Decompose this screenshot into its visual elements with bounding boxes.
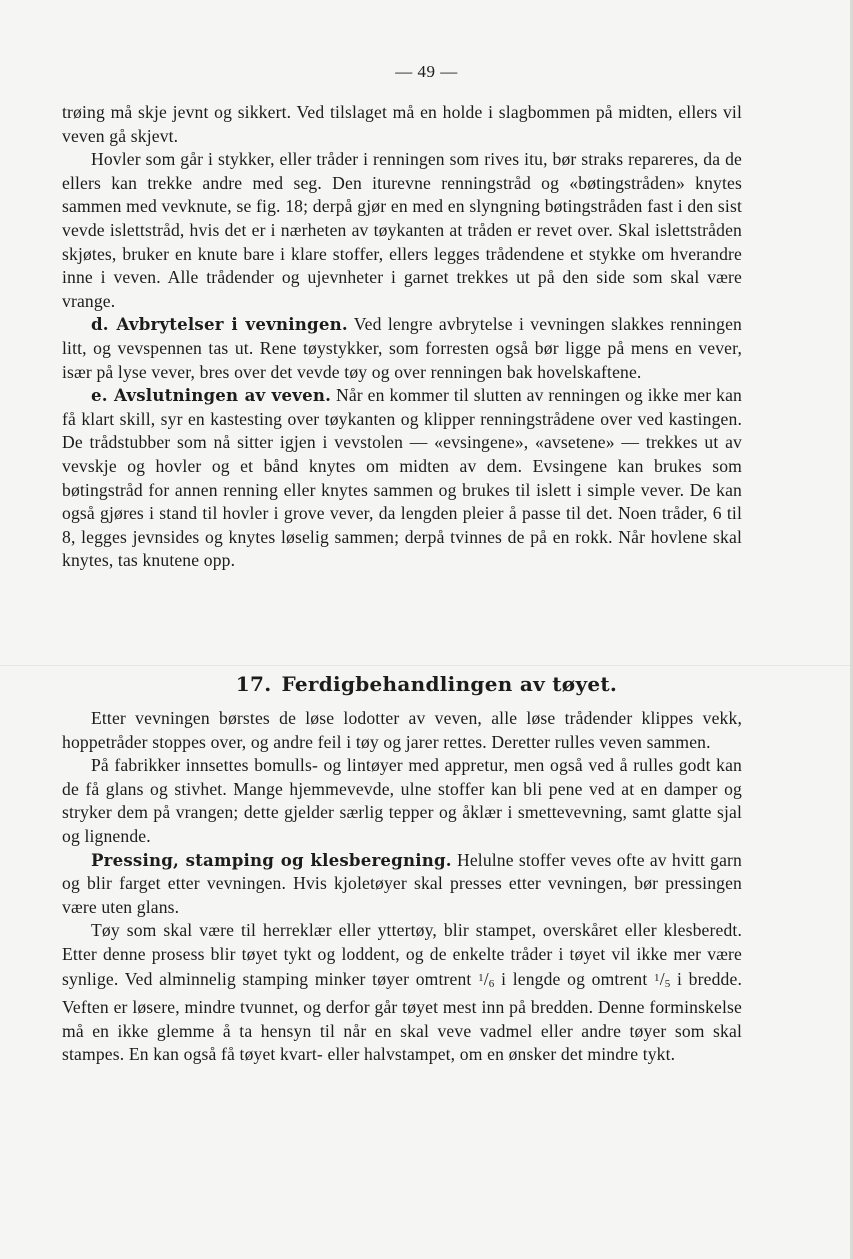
text-block-top (62, 101, 742, 573)
paragraph-pressing (62, 849, 742, 920)
fulling-text-c: i bredde. Veften er løsere, mindre tvunnet, og derfor går tøyet mest inn på bredden. Denne forminskelse må en ikke glemme å ta hensyn til når en skal veve vadmel eller andre tøyer som skal stampes. En kan også få tøyet kvart- eller halvstampet, om en ønsker det mindre tykt. (62, 968, 742, 1065)
text-block-bottom (62, 707, 742, 1067)
paragraph-factories: På fabrikker innsettes bomulls- og lintøyer med appretur, men også ved å rulles godt kan de få glans og stivhet. Mange hjemmevevde, ulne stoffer kan bli pene ved at en damper og stryker dem på vrangen; dette gjelder særlig tepper og åklær i smettevevning, samt glatte sjal og lignende. (62, 755, 742, 846)
page-number: — 49 — (395, 62, 458, 81)
fulling-text-a: Tøy som skal være til herreklær eller yttertøy, blir stampet, overskåret eller klesberedt. Etter denne prosess blir tøyet tykt og loddent, og de enkelte tråder i tøyet vil ikke mer være synlige. Ved alminnelig stamping minker tøyer omtrent (62, 920, 742, 989)
paragraph-brushing: Etter vevningen børstes de løse lodotter av veven, alle løse trådender klippes vekk, hoppetråder stoppes over, og andre feil i tøy og jarer rettes. Deretter rulles veven sammen. (62, 708, 742, 752)
fraction-one-fifth-denominator: 5 (664, 977, 671, 990)
section-title: Ferdigbehandlingen av tøyet. (281, 672, 618, 696)
fraction-one-fifth-numerator: 1 (654, 971, 660, 984)
subsection-label-d: d. Avbrytelser i vevningen. (91, 314, 348, 335)
paragraph-interruptions (62, 313, 742, 384)
paragraph-repair: Hovler som går i stykker, eller tråder i renningen som rives itu, bør straks repareres, da de ellers kan trekke andre med seg. Den iturevne renningstråd og «bøtingstråden» knytes sammen med vevknute, se fig. 18; derpå gjør en med en slyngning bøtingstråden fast i den sist vevde islettstråd, hvis det er i nærheten av tøykanten at tråden er revet over. Skal islettstråden skjøtes, bruker en knute bare i klare stoffer, ellers legges trådendene et stykke om hverandre inne i veven. Alle trådender og ujevnheter i garnet trekkes ut på den side som skal være vrange. (62, 149, 742, 311)
subsection-text-d: Ved lengre avbrytelse i vevningen slakkes renningen litt, og vevspennen tas ut. Rene tøystykker, som forresten også bør ligge på mens en vever, især på lyse vever, bres over det vevde tøy og over renningen bak hovelskaftene. (62, 314, 742, 382)
fraction-one-sixth-denominator: 6 (488, 977, 495, 990)
paragraph-fulling: Tøy som skal være til herreklær eller yttertøy, blir stampet, overskåret eller klesberedt. Etter denne prosess blir tøyet tykt og loddent, og de enkelte tråder i tøyet vil ikke mer være synlige. Ved alminnelig stamping minker tøyer omtrent $^1$/6 i lengde og omtrent $^1$/5 i bredde. Veften er løsere, mindre tvunnet, og derfor går tøyet mest inn på bredden. Denne forminskelse må en ikke glemme å ta hensyn til når en skal veve vadmel eller andre tøyer som skal stampes. En kan også få tøyet kvart- eller halvstampet, om en ønsker det mindre tykt. (62, 920, 742, 1065)
subsection-text-pressing: Helulne stoffer veves ofte av hvitt garn og blir farget etter vevningen. Hvis kjoletøyer skal presses etter vevningen, bør pressingen være uten glans. (62, 849, 742, 917)
subsection-text-e: Når en kommer til slutten av renningen og ikke mer kan få klart skill, syr en kastesting over tøykanten og klipper renningstrådene over ved kastingen. De trådstubber som nå sitter igjen i vevstolen — «evsingene», «avsetene» — trekkes ut av vevskje og hovler og et bånd knytes om midten av dem. Evsingene kan brukes som bøtingstråd for annen renning eller knytes sammen og brukes til islett i simple vever. De kan også gjøres i stand til hovler i grove vever, da lengden pleier å passe til det. Noen tråder, 6 til 8, legges jevnsides og knytes løselig sammen; derpå tvinnes de på en rokk. Når hovlene skal knytes, tas knutene opp. (62, 385, 742, 571)
section-number: 17. (235, 672, 272, 696)
subsection-label-pressing: Pressing, stamping og klesberegning. (91, 849, 452, 870)
section-heading (0, 672, 853, 696)
subsection-label-e: e. Avslutningen av veven. (91, 385, 332, 406)
scan-divider (0, 665, 853, 666)
fraction-one-sixth-numerator: 1 (478, 971, 484, 984)
paragraph-continuation: trøing må skje jevnt og sikkert. Ved tilslaget må en holde i slagbommen på midten, ellers vil veven gå skjevt. (62, 102, 742, 146)
paragraph-finishing-weave (62, 384, 742, 573)
fulling-text-b: i lengde og omtrent (494, 968, 655, 989)
